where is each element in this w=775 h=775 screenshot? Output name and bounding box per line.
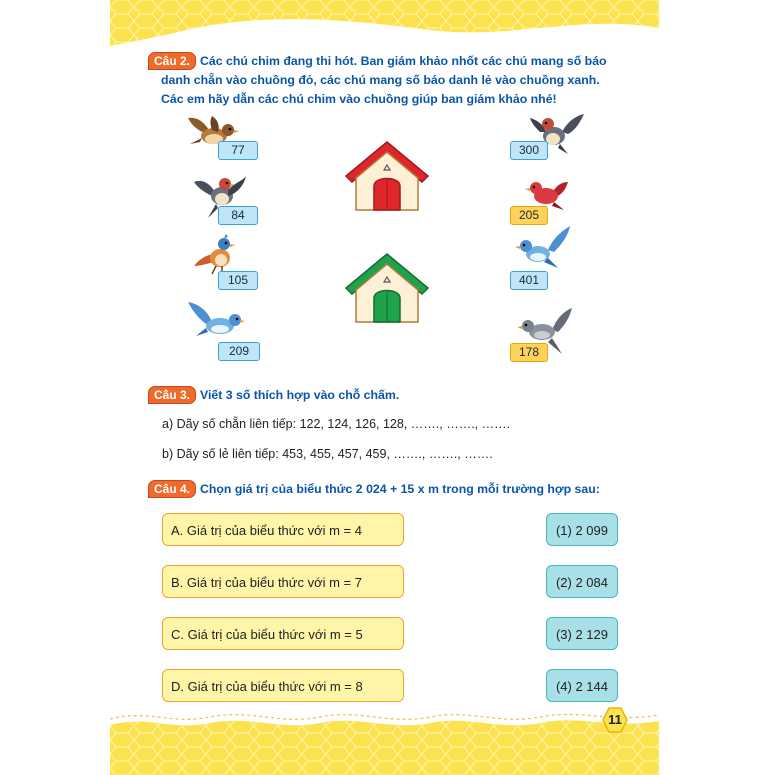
- q3-title: [148, 386, 399, 405]
- q3-line-b: b) Dãy số lẻ liên tiếp: 453, 455, 457, 459, ……., ……., …….: [162, 447, 493, 461]
- q2-line-1: Các chú chim đang thi hót. Ban giám khảo nhốt các chú mang số báo: [200, 54, 607, 68]
- option-d[interactable]: D. Giá trị của biểu thức với m = 8: [162, 669, 404, 702]
- page-number-text: 11: [608, 712, 622, 727]
- option-a[interactable]: A. Giá trị của biểu thức với m = 4: [162, 513, 404, 546]
- q4-title: [148, 480, 600, 499]
- q4-title-text: Chọn giá trị của biểu thức 2 024 + 15 x m trong mỗi trường hợp sau:: [200, 482, 600, 496]
- option-b[interactable]: B. Giá trị của biểu thức với m = 7: [162, 565, 404, 598]
- bird-icon: [190, 232, 240, 276]
- q3-line-a: a) Dãy số chẵn liên tiếp: 122, 124, 126, 128, ……., ……., …….: [162, 417, 511, 431]
- bird-number-label: 77: [218, 141, 258, 160]
- bird-number-label: 178: [510, 343, 548, 362]
- bird-number-label: 84: [218, 206, 258, 225]
- q3-title-text: Viết 3 số thích hợp vào chỗ chấm.: [200, 388, 400, 402]
- answer-4[interactable]: (4) 2 144: [546, 669, 618, 702]
- bird-icon: [186, 298, 246, 344]
- bird-number-label: 205: [510, 206, 548, 225]
- q3-tag: Câu 3.: [148, 386, 196, 404]
- q2-tag: Câu 2.: [148, 52, 196, 70]
- red-house-icon: [344, 140, 430, 212]
- bird-number-label: 300: [510, 141, 548, 160]
- honeycomb-top-decoration: [110, 0, 659, 48]
- q2-line-2: danh chẵn vào chuồng đỏ, các chú mang số báo danh lẻ vào chuồng xanh.: [161, 73, 600, 87]
- answer-1[interactable]: (1) 2 099: [546, 513, 618, 546]
- bird-number-label: 401: [510, 271, 548, 290]
- green-house-icon: [344, 252, 430, 324]
- bird-number-label: 209: [218, 342, 260, 361]
- q2-title: [148, 52, 658, 109]
- bird-number-label: 105: [218, 271, 258, 290]
- page-number: [602, 707, 628, 733]
- option-c[interactable]: C. Giá trị của biểu thức với m = 5: [162, 617, 404, 650]
- q4-tag: Câu 4.: [148, 480, 196, 498]
- answer-2[interactable]: (2) 2 084: [546, 565, 618, 598]
- honeycomb-bottom-decoration: [110, 705, 659, 775]
- bird-icon: [514, 224, 572, 272]
- q2-line-3: Các em hãy dẫn các chú chim vào chuồng giúp ban giám khảo nhé!: [161, 92, 557, 106]
- answer-3[interactable]: (3) 2 129: [546, 617, 618, 650]
- worksheet-page: [110, 0, 659, 775]
